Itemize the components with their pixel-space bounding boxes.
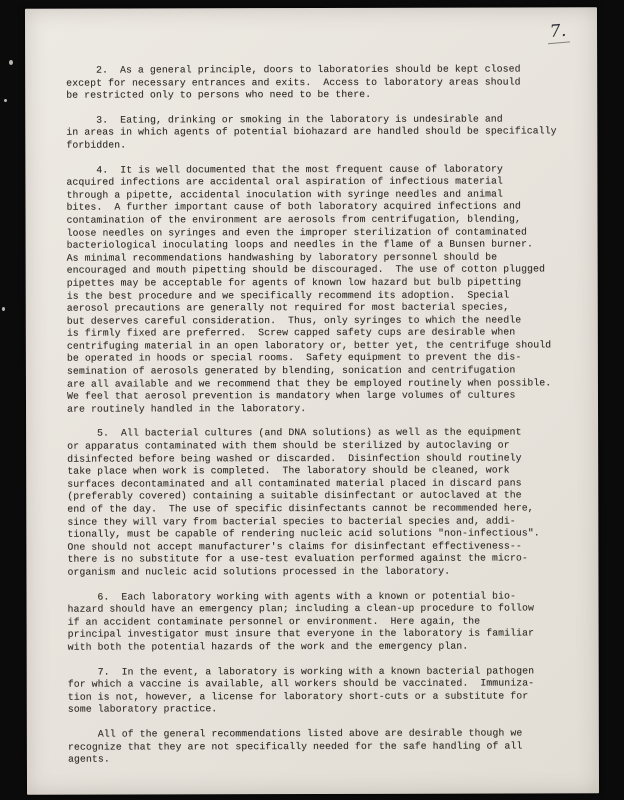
- dust-speck: [2, 307, 5, 311]
- paragraph-5: 5. All bacterial cultures (and DNA solutions) as well as the equipment or apparatus contaminated with them should be sterilized by autoclaving or disinfected before being washed or discarded. Disinfection should routinely take place when work is completed. The laboratory should be cleaned, work surfaces decontaminated and all contaminated material placed in discard pans (preferably covered) containing a suitable disinfectant or autoclaved at the end of the day. The use of specific disinfectants cannot be recommended here, since they will vary from bacterial species to bacterial species and, addi- tionally, must be capable of rendering nucleic acid solutions "non-infectious". One should not accept manufacturer's claims for disinfectant effectiveness-- there is no substitute for a use-test evaluation performed against the micro- organism and nucleic acid solutions processed in the laboratory.: [67, 426, 540, 578]
- dust-speck: [4, 99, 7, 102]
- document-page: [25, 7, 599, 794]
- dust-speck: [9, 60, 13, 65]
- paragraph-3: 3. Eating, drinking or smoking in the laboratory is undesirable and in areas in which agents of potential biohazard are handled should be specifically forbidden.: [66, 113, 557, 151]
- closing-paragraph: All of the general recommendations listed above are desirable though we recognize that they are not specifically needed for the safe handling of all agents.: [67, 727, 523, 765]
- paragraph-2: 2. As a general principle, doors to laboratories should be kept closed except for necessary entrances and exits. Access to laboratory areas should be restricted only to persons who need to be there.: [66, 63, 521, 101]
- paragraph-4: 4. It is well documented that the most frequent cause of laboratory acquired infections are accidental oral aspiration of infectious material through a pipette, accidental inoculation with syringe needles and animal bites. A further important cause of both laboratory acquired infections and contamination of the environment are aerosols from centrifugation, blending, loose needles on syringes and even the improper sterilization of contaminated bacteriological inoculating loops and needles in the flame of a Bunsen burner. As minimal recommendations handwashing by laboratory personnel should be encouraged and mouth pipetting should be discouraged. The use of cotton plugged pipettes may be acceptable for agents of known low hazard but bulb pipetting is the best procedure and we specifically recommend its adoption. Special aerosol precautions are generally not required for most bacterial species, but deserves careful consideration. Thus, only syringes to which the needle is firmly fixed are preferred. Screw capped safety cups are desirable when centrifuging material in an open laboratory or, better yet, the centrifuge should be operated in hoods or special rooms. Safety equipment to prevent the dis- semination of aerosols generated by blending, sonication and centrifugation are all available and we recommend that they be employed routinely when possible. We feel that aerosol prevention is mandatory when large volumes of cultures are routinely handled in the laboratory.: [66, 163, 552, 415]
- document-text: [66, 63, 570, 766]
- paragraph-6: 6. Each laboratory working with agents with a known or potential bio- hazard should have an emergency plan; including a clean-up procedure to follow if an accident contaminate personnel or environment. Here again, the principal investigator must insure that everyone in the laboratory is familiar with both the potential hazards of the work and the emergency plan.: [67, 590, 534, 653]
- handwritten-page-number: 7.: [546, 20, 570, 44]
- paragraph-7: 7. In the event, a laboratory is working with a known bacterial pathogen for which a vaccine is available, all workers should be vaccinated. Immuniza- tion is not, however, a license for laboratory short-cuts or a substitute for some laboratory practice.: [67, 664, 535, 715]
